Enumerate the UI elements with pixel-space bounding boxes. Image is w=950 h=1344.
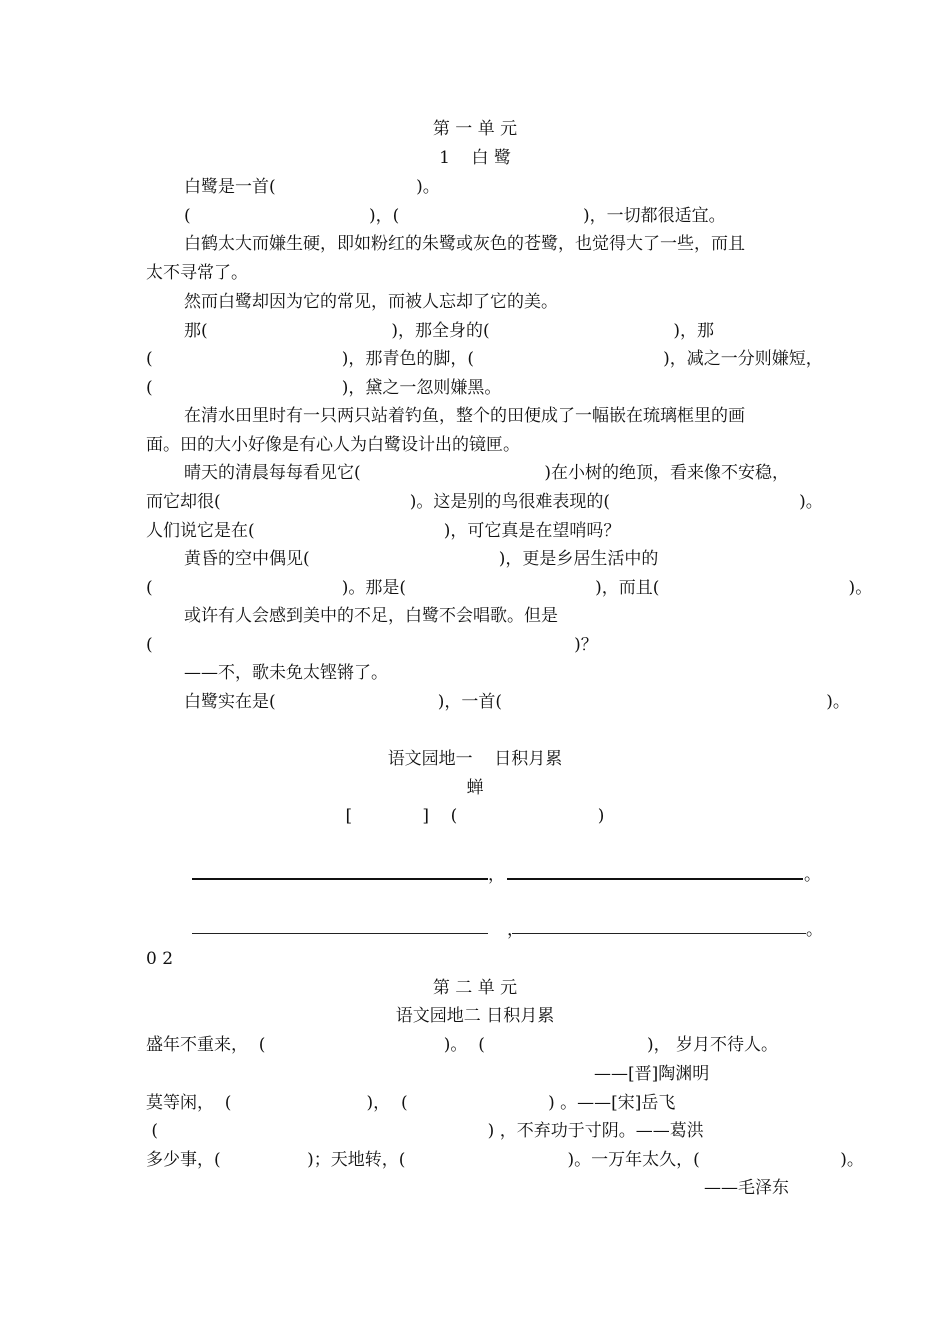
text-line: 晴天的清晨每每看见它( )在小树的绝顶，看来像不安稳，: [184, 463, 789, 483]
answer-line[interactable]: [192, 878, 488, 880]
lesson-title: 1 白 鹭: [439, 148, 511, 168]
text-line: 而它却很( )。这是别的鸟很难表现的( )。: [146, 492, 823, 512]
text-line: ( )，黛之一忽则嫌黑。: [146, 378, 502, 398]
text-line: 白鹤太大而嫌生硬，即如粉红的朱鹭或灰色的苍鹭，也觉得大了一些，而且: [184, 234, 745, 254]
period: 。: [804, 865, 821, 885]
answer-line[interactable]: [507, 878, 803, 880]
text-line: 白鹭实在是( )，一首( )。: [184, 692, 850, 712]
garden2-title: 语文园地二 日积月累: [395, 1006, 555, 1026]
attribution: ——毛泽东: [704, 1178, 789, 1198]
period: 。: [806, 920, 823, 940]
attribution: ——[晋]陶渊明: [594, 1064, 710, 1084]
text-line: ( )，( )，一切都很适宜。: [184, 206, 726, 226]
poem-author-blank: [ ] ( ): [345, 806, 605, 826]
text-line: ( ) ，不弃功于寸阴。——葛洪: [146, 1121, 704, 1141]
text-line: 白鹭是一首( )。: [184, 177, 440, 197]
text-line: 多少事，( )；天地转，( )。一万年太久，( )。: [146, 1150, 864, 1170]
text-line: 太不寻常了。: [146, 263, 248, 283]
answer-line[interactable]: [512, 933, 806, 934]
unit2-title: 第 二 单 元: [432, 978, 518, 998]
text-line: 或许有人会感到美中的不足，白鹭不会唱歌。但是: [184, 606, 558, 626]
text-line: 黄昏的空中偶见( )，更是乡居生活中的: [184, 549, 659, 569]
text-line: 然而白鹭却因为它的常见，而被人忘却了它的美。: [184, 292, 558, 312]
garden1-title: 语文园地一 日积月累: [387, 749, 563, 769]
page-number: 0 2: [146, 949, 174, 969]
poem-title: 蝉: [466, 778, 484, 798]
text-line: 人们说它是在( )，可它真是在望哨吗？: [146, 521, 621, 541]
text-line: 那( )，那全身的( )，那: [184, 321, 714, 341]
comma: ，: [507, 920, 524, 940]
text-line: 在清水田里时有一只两只站着钓鱼，整个的田便成了一幅嵌在琉璃框里的画: [184, 406, 745, 426]
comma: ，: [488, 865, 505, 885]
text-line: ——不，歌未免太铿锵了。: [184, 663, 388, 683]
text-line: ( )，那青色的脚，( )，减之一分则嫌短，: [146, 349, 823, 369]
text-line: 面。田的大小好像是有心人为白鹭设计出的镜匣。: [146, 435, 520, 455]
text-line: 莫等闲， ( )， ( ) 。——[宋]岳飞: [146, 1093, 676, 1113]
text-line: ( )。那是( )，而且( )。: [146, 578, 873, 598]
answer-line[interactable]: [192, 933, 488, 934]
unit1-title: 第 一 单 元: [432, 119, 518, 139]
text-line: 盛年不重来， ( )。 ( )， 岁月不待人。: [146, 1035, 778, 1055]
text-line: ( )？: [146, 635, 598, 655]
